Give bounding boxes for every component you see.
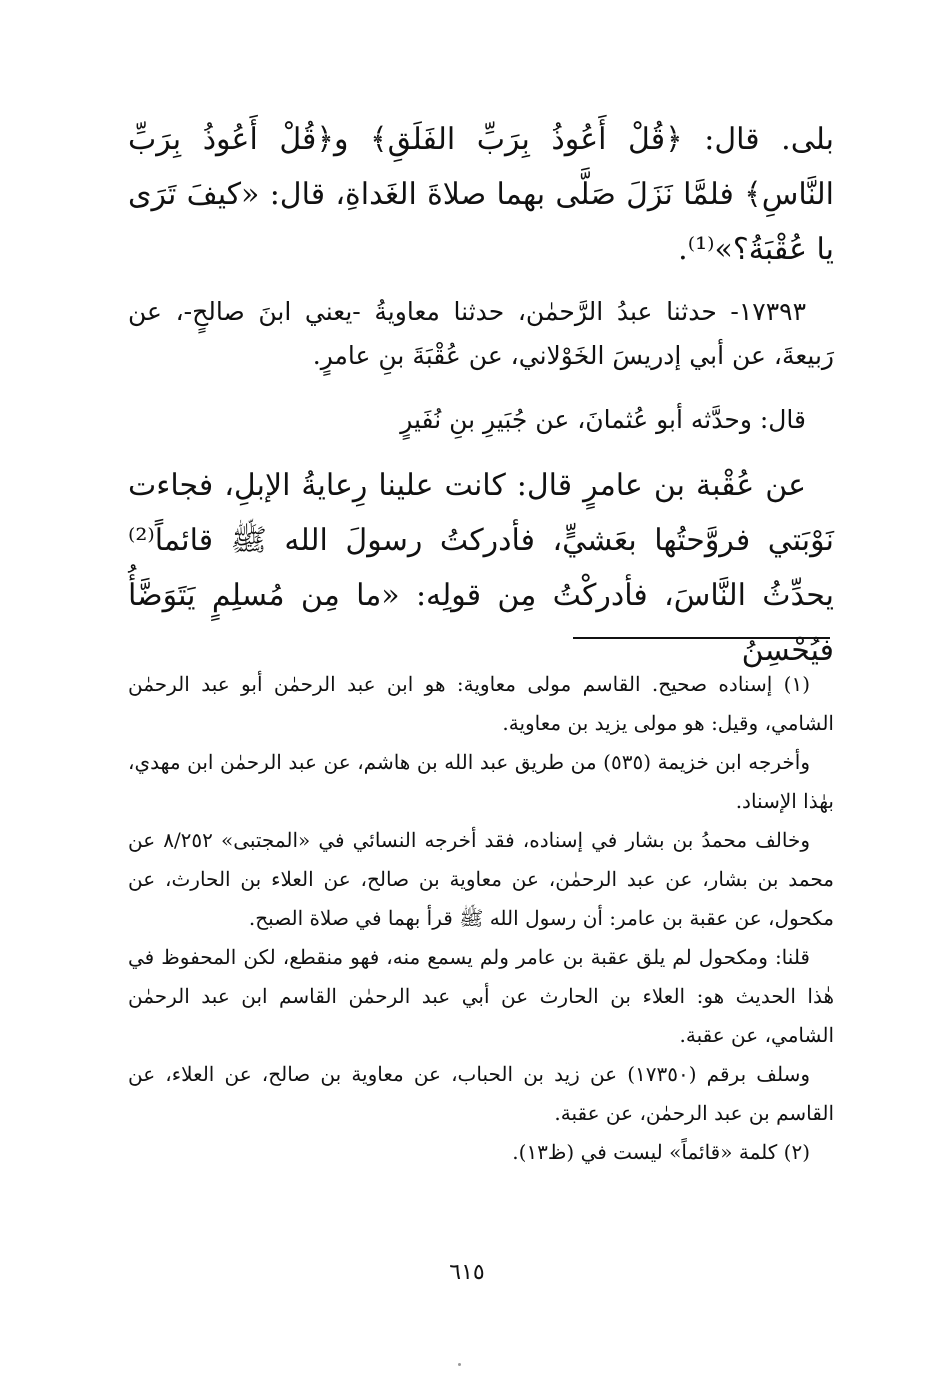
paragraph-4: عن عُقْبة بن عامرٍ قال: كانت علينا رِعايةُ الإبلِ، فجاءت نَوْبَتي فروَّحتُها بعَشيٍّ، فأدركتُ رسولَ الله ﷺ قائماً⁽²⁾ يحدِّثُ النَّاسَ، فأدركْتُ مِن قولِه: «ما مِن مُسلِمٍ يَتَوَضَّأُ فيُحْسِنُ	[128, 468, 834, 668]
paragraph-2: ١٧٣٩٣- حدثنا عبدُ الرَّحمٰن، حدثنا معاويةُ -يعني ابنَ صالحٍ-، عن رَبيعةَ، عن أبي إدريسَ الخَوْلاني، عن عُقْبَةَ بنِ عامرٍ.	[128, 297, 834, 370]
narration-block	[128, 458, 834, 678]
footnote-2: (٢) كلمة «قائماً» ليست في (ظ١٣).	[512, 1140, 810, 1164]
footnote-1: (١) إسناده صحيح. القاسم مولى معاوية: هو ابن عبد الرحمٰن أبو عبد الرحمٰن الشامي، وقيل: هو مولى يزيد بن معاوية.	[128, 672, 834, 735]
footnote-1-paragraph: قلنا: ومكحول لم يلق عقبة بن عامر ولم يسمع منه، فهو منقطع، لكن المحفوظ في هٰذا الحديث هو: العلاء بن الحارث عن أبي عبد الرحمٰن القاسم ابن عبد الرحمٰن الشامي، عن عقبة.	[128, 945, 834, 1047]
chain-block	[128, 398, 834, 442]
footnote-separator	[573, 637, 830, 639]
hadith-block	[128, 290, 834, 378]
footnote-1-paragraph: وأخرجه ابن خزيمة (٥٣٥) من طريق عبد الله بن هاشم، عن عبد الرحمٰن ابن مهدي، بهٰذا الإسناد.	[128, 750, 834, 813]
footnote-1-paragraph: وخالف محمدُ بن بشار في إسناده، فقد أخرجه النسائي في «المجتبى» ٨/٢٥٢ عن محمد بن بشار، عن عبد الرحمٰن، عن معاوية بن صالح، عن العلاء بن الحارث، عن مكحول، عن عقبة بن عامر: أن رسول الله ﷺ قرأ بهما في صلاة الصبح.	[128, 828, 834, 930]
paragraph-1: بلى. قال: ﴿قُلْ أَعُوذُ بِرَبِّ الفَلَقِ﴾ و﴿قُلْ أَعُوذُ بِرَبِّ النَّاسِ﴾ فلمَّا نَزَلَ صَلَّى بهما صلاةَ الغَداةِ، قال: «كيفَ تَرَى يا عُقْبَةُ؟»⁽¹⁾.	[128, 122, 834, 267]
footnote-1-paragraph: وسلف برقم (١٧٣٥٠) عن زيد بن الحباب، عن معاوية بن صالح، عن العلاء، عن القاسم بن عبد الرحمٰن، عن عقبة.	[128, 1062, 834, 1125]
scan-speck	[458, 1363, 461, 1366]
main-text-block	[128, 112, 834, 277]
footnotes	[128, 665, 834, 1172]
page-number: ٦١٥	[449, 1260, 485, 1285]
paragraph-3: قال: وحدَّثه أبو عُثمانَ، عن جُبَيرِ بنِ نُفَيرٍ	[400, 405, 806, 434]
